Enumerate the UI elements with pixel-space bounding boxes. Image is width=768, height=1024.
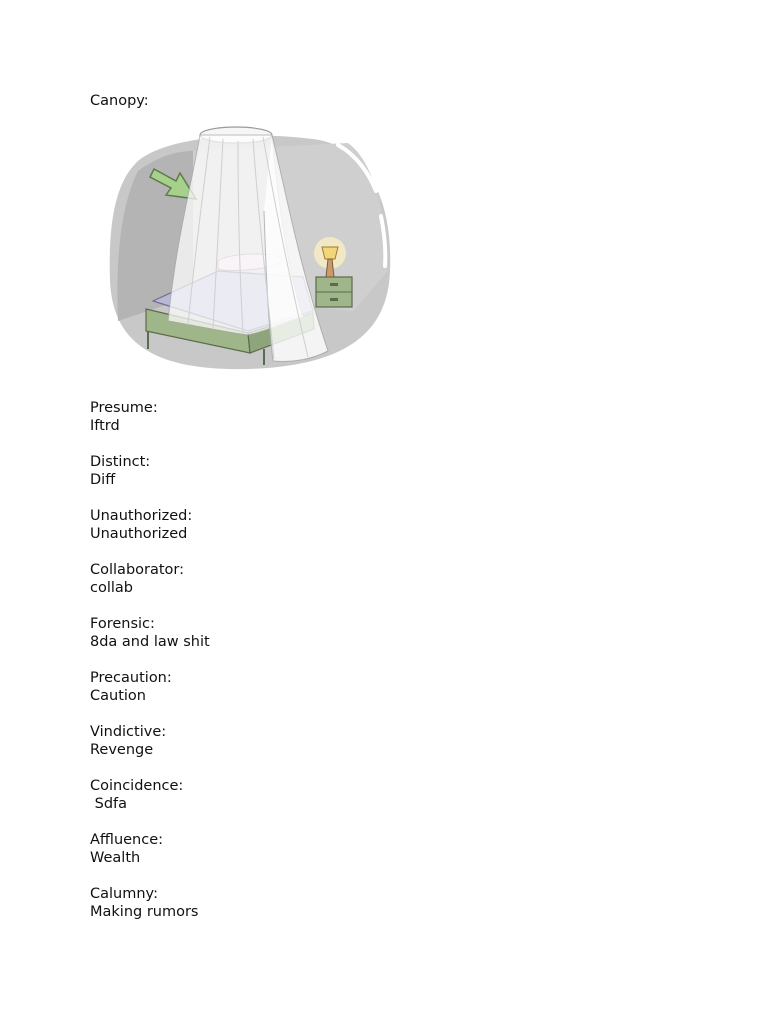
definition: collab: [90, 580, 133, 596]
entry-collaborator: [90, 561, 690, 598]
entry-unauthorized: [90, 507, 690, 544]
canopy-bed-illustration: [98, 121, 398, 377]
definition: Unauthorized: [90, 526, 188, 542]
entry-precaution: [90, 669, 690, 706]
entry-calumny: [90, 885, 690, 922]
entry-affluence: [90, 831, 690, 868]
definition: Wealth: [90, 850, 141, 866]
term: Calumny:: [90, 885, 158, 902]
term: Unauthorized:: [90, 507, 193, 524]
definition: Diff: [90, 472, 116, 488]
canopy-bed-image: [98, 121, 398, 377]
term: Distinct:: [90, 453, 151, 470]
definition: Revenge: [90, 742, 154, 758]
term: Vindictive:: [90, 723, 167, 740]
term: Coincidence:: [90, 777, 184, 794]
entry-distinct: [90, 453, 690, 490]
entry-presume: [90, 399, 690, 436]
canopy-term: Canopy:: [90, 93, 149, 109]
entry-forensic: [90, 615, 690, 652]
definition: Making rumors: [90, 904, 199, 920]
term: Affluence:: [90, 831, 164, 848]
definition: Sdfa: [90, 796, 128, 812]
definition: Caution: [90, 688, 146, 704]
entry-vindictive: [90, 723, 690, 760]
definition: Iftrd: [90, 418, 120, 434]
entry-coincidence: [90, 777, 690, 814]
definition: 8da and law shit: [90, 634, 210, 650]
term: Forensic:: [90, 615, 155, 632]
term: Collaborator:: [90, 561, 185, 578]
document-page: [90, 92, 690, 939]
term: Precaution:: [90, 669, 172, 686]
term: Presume:: [90, 399, 158, 416]
